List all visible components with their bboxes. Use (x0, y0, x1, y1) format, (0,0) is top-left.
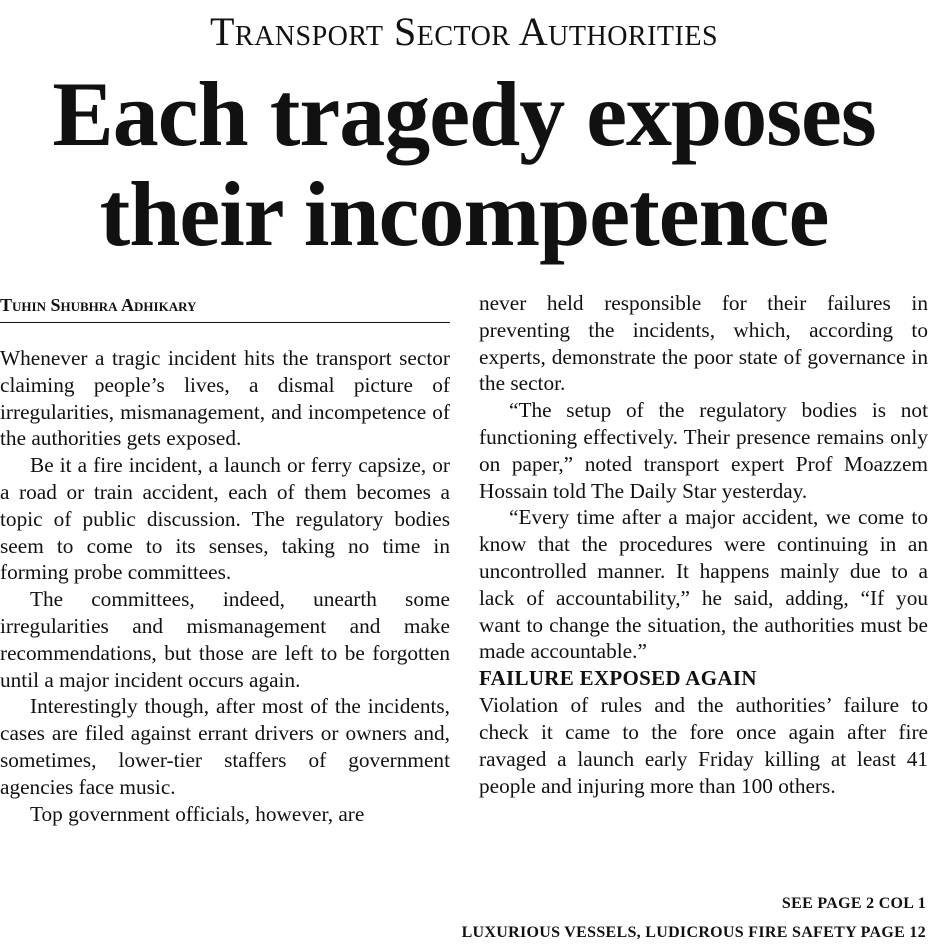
headline-line-2: their incompetence (99, 163, 829, 265)
section-kicker: Transport Sector Authorities (209, 9, 719, 54)
paragraph: Violation of rules and the authorities’ failure to check it came to the fore once again after fire ravaged a launch early Friday killing at least 41 people and injuring more than 100 others. (479, 693, 928, 798)
paragraph: The committees, indeed, unearth some irregularities and mismanagement and make recommendations, but those are left to be forgotten until a major incident occurs again. (0, 587, 450, 692)
byline: Tuhin Shubhra Adhikary (0, 290, 450, 323)
continued-reference: SEE PAGE 2 COL 1 (781, 895, 926, 912)
headline-line-1: Each tragedy exposes (52, 63, 876, 165)
paragraph: Top government officials, however, are (30, 801, 365, 826)
paragraph: Be it a fire incident, a launch or ferry capsize, or a road or train accident, each of them becomes a topic of public discussion. The regulatory bodies seem to come to its senses, taking no time in forming probe committees. (0, 453, 450, 585)
article-column-left (0, 290, 450, 827)
paragraph: “The setup of the regulatory bodies is not functioning effectively. Their presence remains only on paper,” noted transport expert Prof Moazzem Hossain told The Daily Star yesterday. (479, 398, 928, 503)
paragraph: never held responsible for their failures in preventing the incidents, which, according to experts, demonstrate the poor state of governance in the sector. (479, 291, 928, 396)
related-story-reference: LUXURIOUS VESSELS, LUDICROUS FIRE SAFETY PAGE 12 (461, 924, 926, 941)
subheading: FAILURE EXPOSED AGAIN (479, 666, 757, 691)
paragraph: Interestingly though, after most of the incidents, cases are filed against errant drivers or owners and, sometimes, lower-tier staffers of government agencies face music. (0, 694, 450, 799)
paragraph: “Every time after a major accident, we come to know that the procedures were continuing in an uncontrolled manner. It happens mainly due to a lack of accountability,” he said, adding, “If you want to change the situation, the authorities must be made accountable.” (479, 505, 928, 664)
headline (0, 64, 928, 264)
paragraph: Whenever a tragic incident hits the transport sector claiming people’s lives, a dismal picture of irregularities, mismanagement, and incompetence of the authorities gets exposed. (0, 346, 450, 451)
article-column-right (479, 290, 928, 799)
